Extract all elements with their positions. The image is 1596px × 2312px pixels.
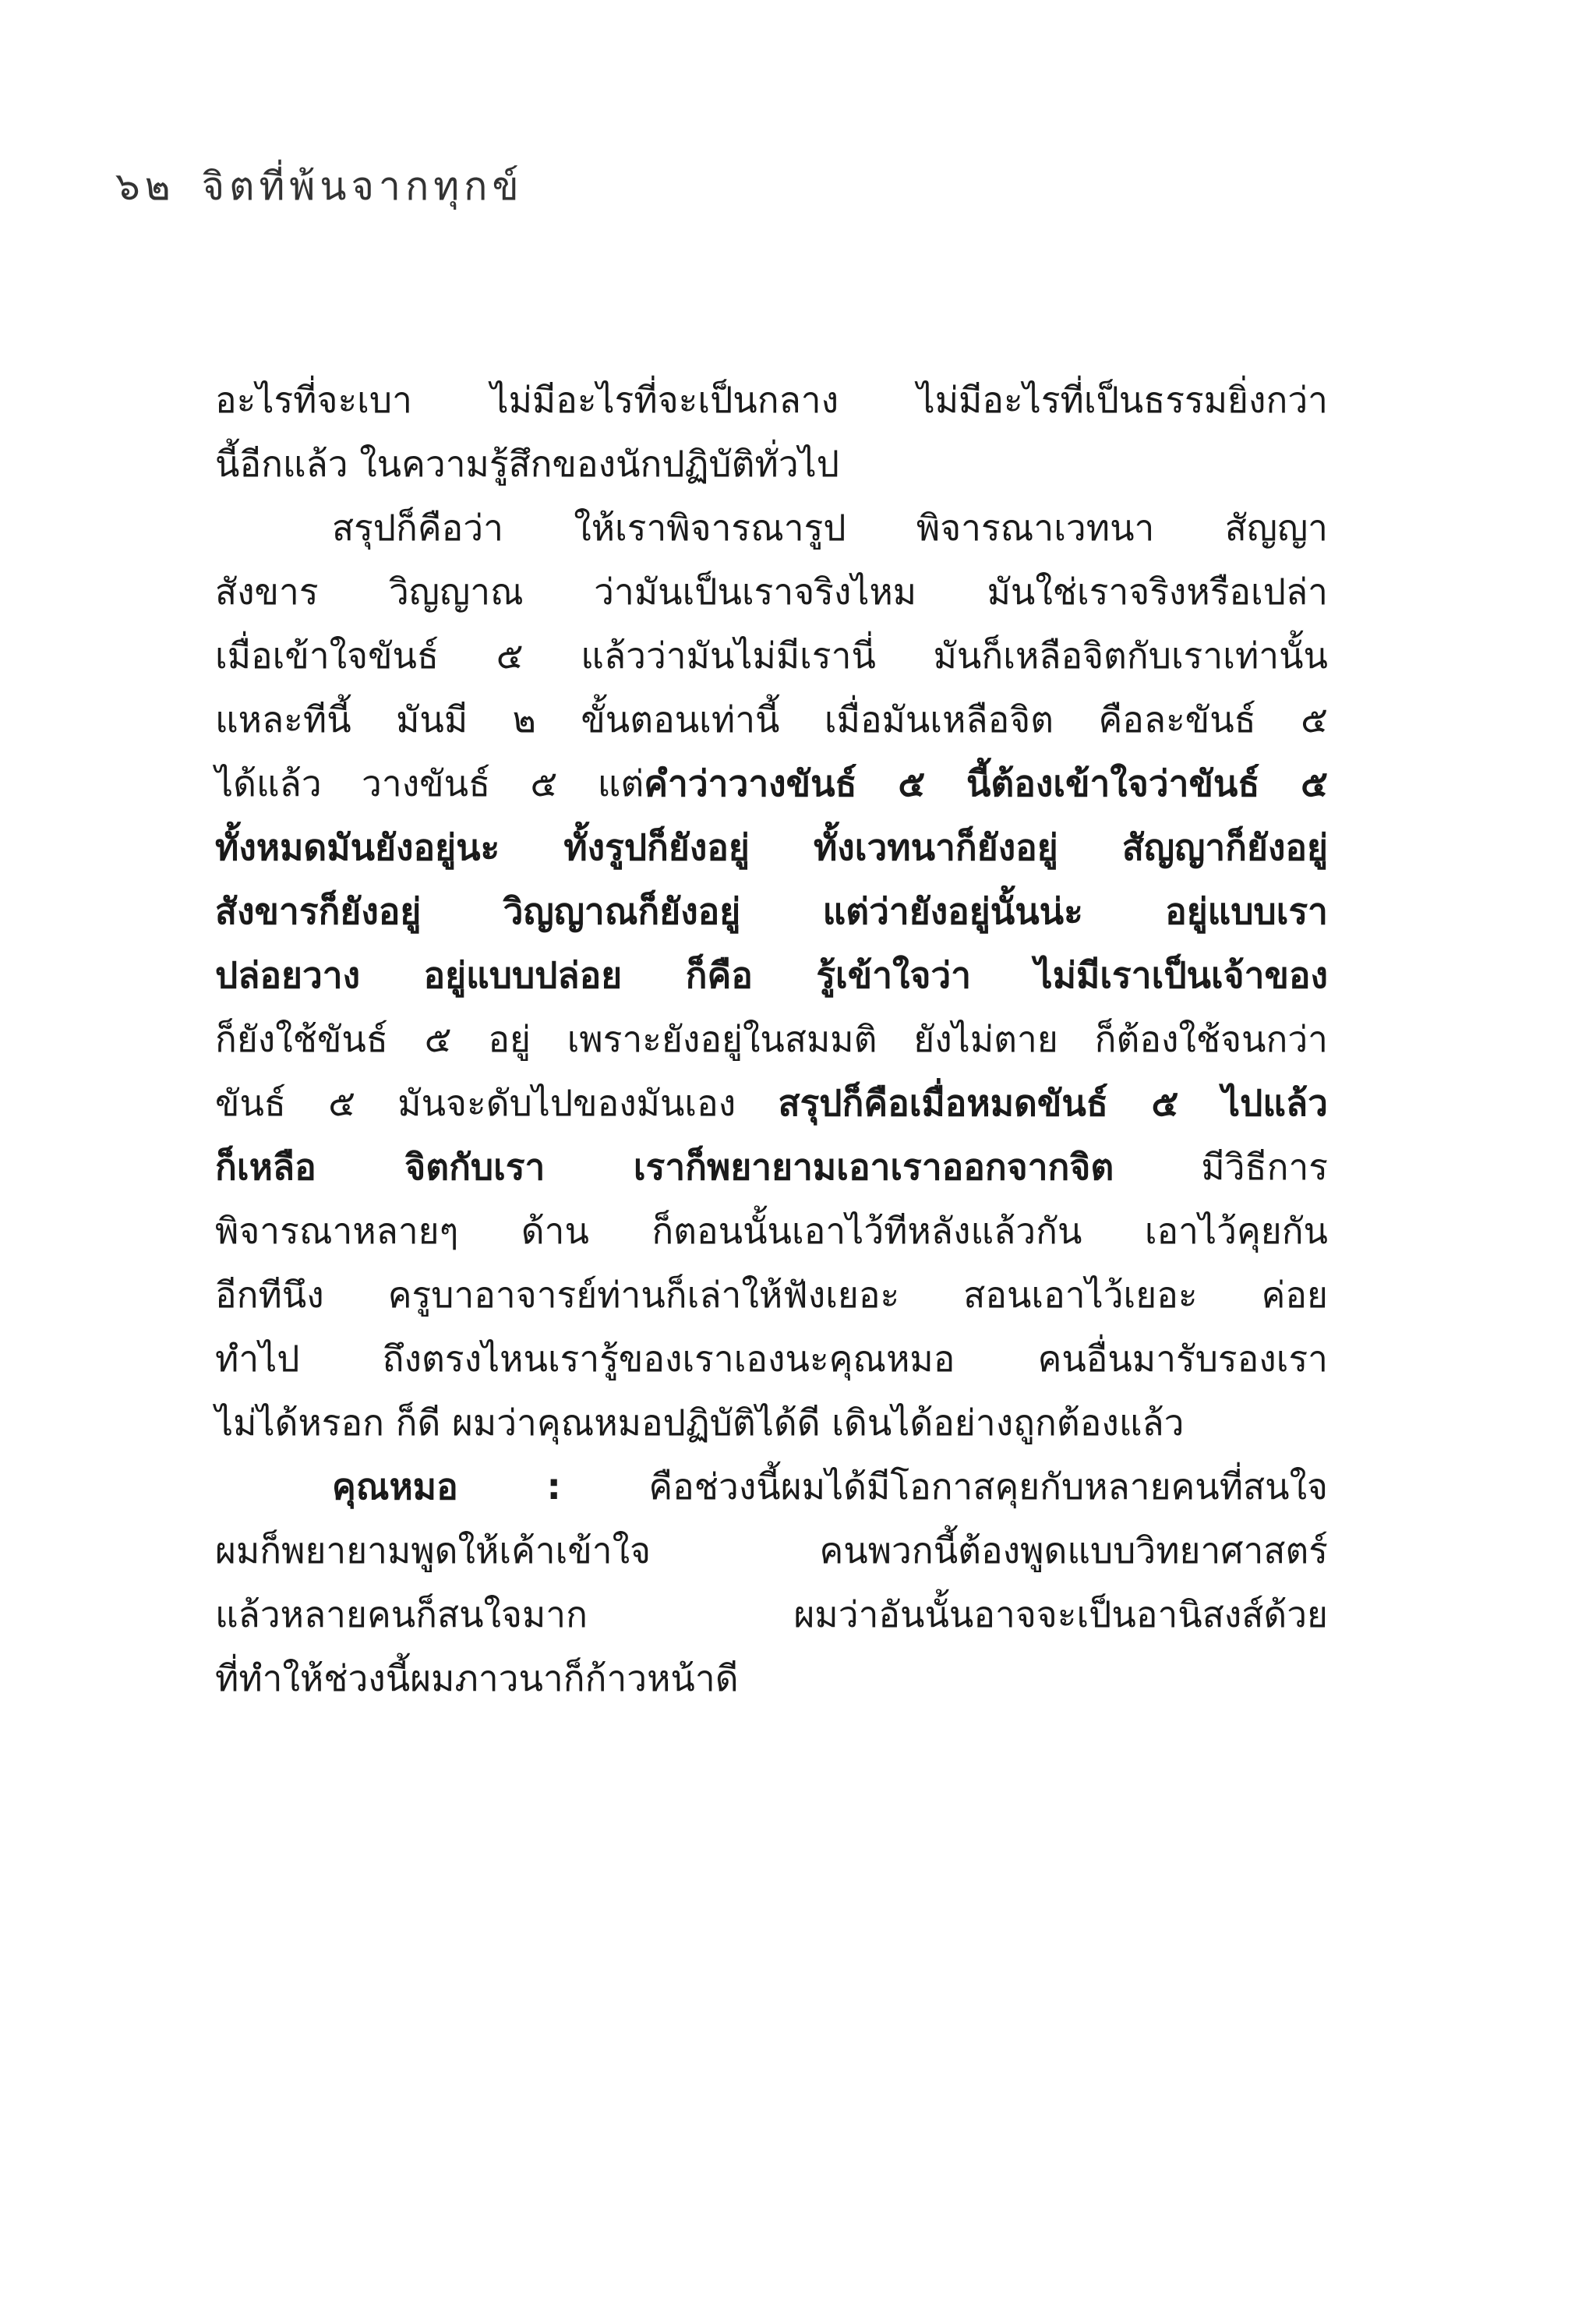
text-line <box>215 1007 1328 1071</box>
text-segment: ได้แล้ว วางขันธ์ ๕ แต่ <box>215 762 644 804</box>
text-segment: แหละทีนี้ มันมี ๒ ขั้นตอนเท่านี้ เมื่อมันเหลือจิต คือละขันธ์ ๕ <box>215 698 1328 741</box>
bold-text-segment: คำว่าวางขันธ์ ๕ นี้ต้องเข้าใจว่าขันธ์ ๕ <box>644 762 1328 804</box>
text-segment: สรุปก็คือว่า ให้เราพิจารณารูป พิจารณาเวทนา สัญญา <box>332 507 1328 549</box>
page-number: ๖๒ <box>115 164 175 209</box>
text-line <box>215 432 1328 496</box>
text-segment: ทำไป ถึงตรงไหนเรารู้ของเราเองนะคุณหมอ คนอื่นมารับรองเรา <box>215 1338 1328 1380</box>
text-segment: ขันธ์ ๕ มันจะดับไปของมันเอง <box>215 1082 779 1124</box>
text-segment: คือช่วงนี้ผมได้มีโอกาสคุยกับหลายคนที่สนใจ <box>560 1465 1328 1508</box>
text-segment: เมื่อเข้าใจขันธ์ ๕ แล้วว่ามันไม่มีเรานี่ มันก็เหลือจิตกับเราเท่านั้น <box>215 635 1328 677</box>
text-line <box>215 1263 1328 1327</box>
text-line <box>215 1327 1328 1391</box>
text-line <box>215 751 1328 815</box>
text-line <box>215 368 1328 432</box>
bold-text-segment: ก็เหลือ จิตกับเรา เราก็พยายามเอาเราออกจากจิต <box>215 1146 1114 1188</box>
text-line <box>215 624 1328 688</box>
text-line <box>215 560 1328 624</box>
text-line <box>215 688 1328 751</box>
text-line <box>215 496 1328 560</box>
text-line <box>215 879 1328 943</box>
text-segment: สังขาร วิญญาณ ว่ามันเป็นเราจริงไหม มันใช่เราจริงหรือเปล่า <box>215 571 1328 613</box>
text-line <box>215 1518 1328 1582</box>
bold-text-segment: สรุปก็คือเมื่อหมดขันธ์ ๕ ไปแล้ว <box>778 1082 1329 1124</box>
text-segment: ก็ยังใช้ขันธ์ ๕ อยู่ เพราะยังอยู่ในสมมติ ยังไม่ตาย ก็ต้องใช้จนกว่า <box>215 1018 1328 1060</box>
bold-text-segment: ทั้งหมดมันยังอยู่นะ ทั้งรูปก็ยังอยู่ ทั้งเวทนาก็ยังอยู่ สัญญาก็ยังอยู่ <box>215 826 1328 868</box>
text-line <box>215 1391 1328 1455</box>
text-line <box>215 943 1328 1007</box>
text-line <box>215 1582 1328 1646</box>
text-line <box>215 1071 1328 1135</box>
text-segment: ผมก็พยายามพูดให้เค้าเข้าใจ คนพวกนี้ต้องพูดแบบวิทยาศาสตร์ <box>215 1529 1328 1571</box>
bold-text-segment: ปล่อยวาง อยู่แบบปล่อย ก็คือ รู้เข้าใจว่า ไม่มีเราเป็นเจ้าของ <box>215 954 1328 996</box>
running-header <box>115 156 524 217</box>
text-line <box>215 1199 1328 1263</box>
page-body <box>215 368 1328 1710</box>
text-segment: แล้วหลายคนก็สนใจมาก ผมว่าอันนั้นอาจจะเป็นอานิสงส์ด้วย <box>215 1593 1328 1635</box>
text-line <box>215 1646 1328 1710</box>
bold-text-segment: สังขารก็ยังอยู่ วิญญาณก็ยังอยู่ แต่ว่ายังอยู่นั้นน่ะ อยู่แบบเรา <box>215 890 1328 932</box>
chapter-title: จิตที่พ้นจากทุกข์ <box>201 164 524 209</box>
text-line <box>215 1135 1328 1199</box>
text-segment: มีวิธีการ <box>1114 1146 1328 1188</box>
text-segment: ที่ทำให้ช่วงนี้ผมภาวนาก็ก้าวหน้าดี <box>215 1657 739 1699</box>
text-line <box>215 1455 1328 1518</box>
text-segment: ไม่ได้หรอก ก็ดี ผมว่าคุณหมอปฏิบัติได้ดี เดินได้อย่างถูกต้องแล้ว <box>215 1402 1185 1444</box>
text-segment: พิจารณาหลายๆ ด้าน ก็ตอนนั้นเอาไว้ทีหลังแล้วกัน เอาไว้คุยกัน <box>215 1210 1328 1252</box>
text-line <box>215 815 1328 879</box>
text-segment: อีกทีนึง ครูบาอาจารย์ท่านก็เล่าให้ฟังเยอะ สอนเอาไว้เยอะ ค่อย <box>215 1274 1328 1316</box>
text-segment: นี้อีกแล้ว ในความรู้สึกของนักปฏิบัติทั่วไป <box>215 443 839 485</box>
bold-text-segment: คุณหมอ : <box>332 1465 561 1508</box>
text-segment: อะไรที่จะเบา ไม่มีอะไรที่จะเป็นกลาง ไม่มีอะไรที่เป็นธรรมยิ่งกว่า <box>215 379 1328 421</box>
